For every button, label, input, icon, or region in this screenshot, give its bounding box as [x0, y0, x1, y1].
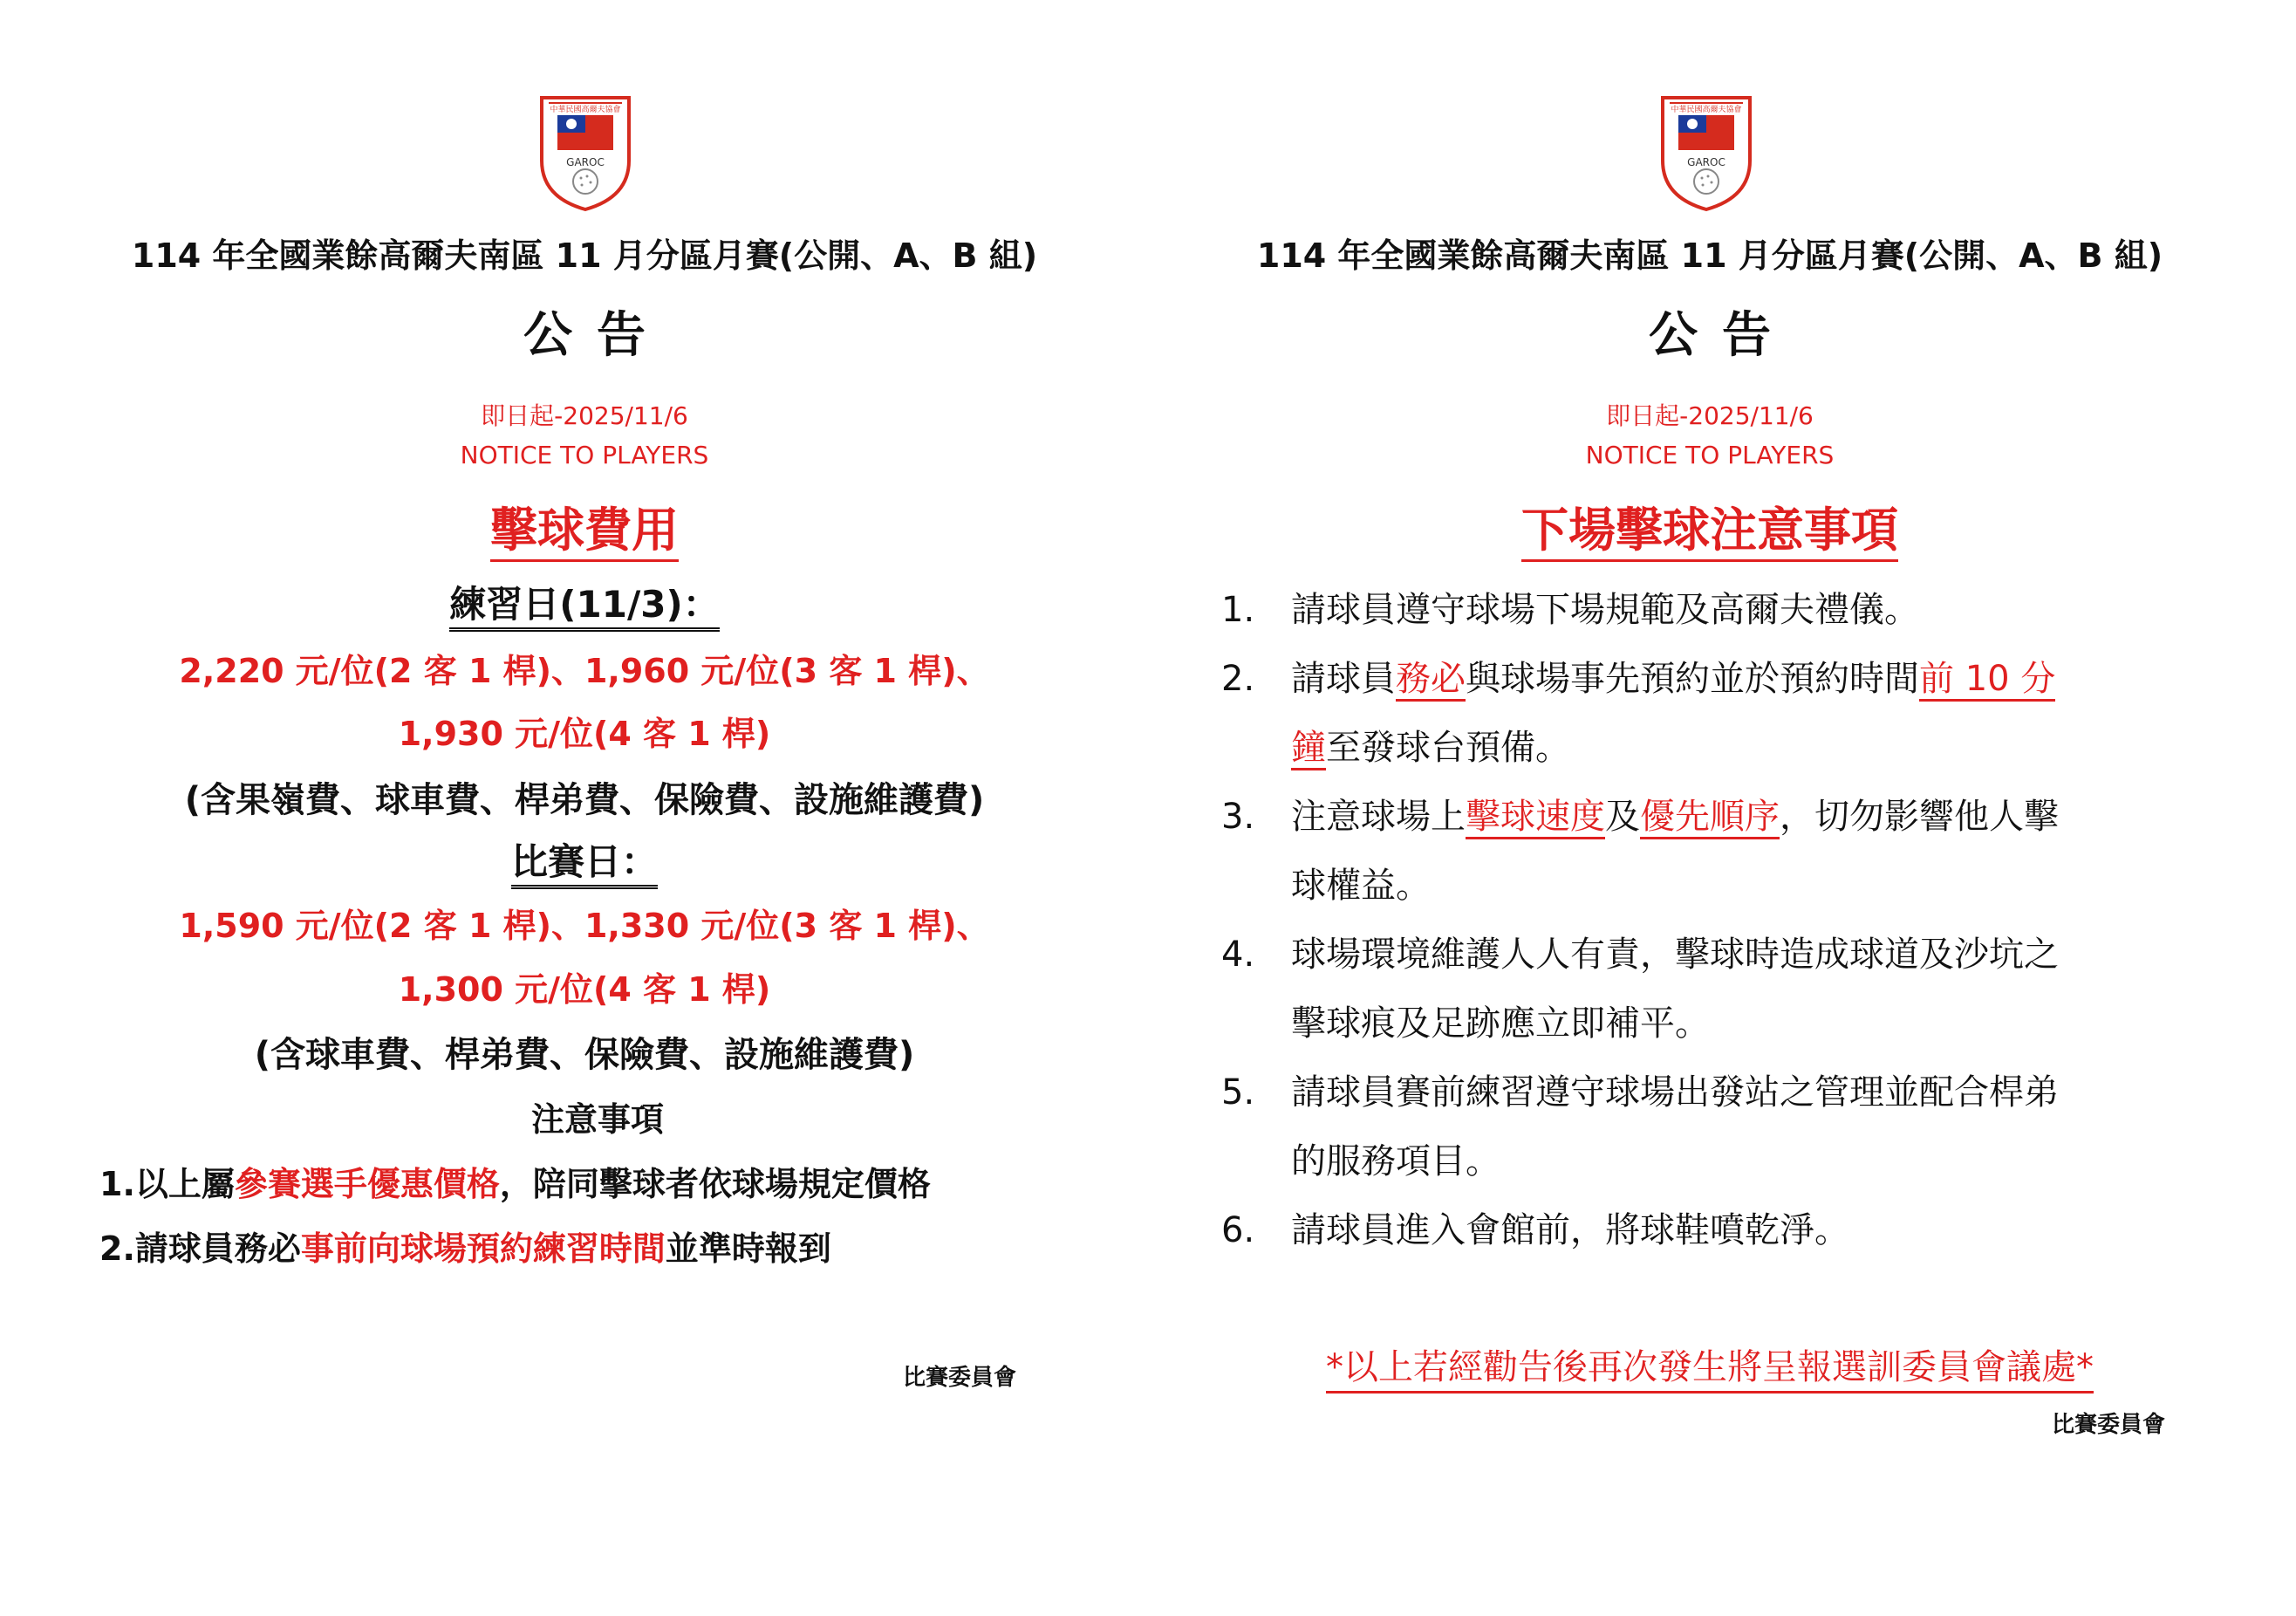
announcement-heading: 公告 [523, 307, 670, 364]
notice-to-players: NOTICE TO PLAYERS [1585, 441, 1835, 469]
list-item: 4. 球場環境維護人人有責，擊球時造成球道及沙坑之 擊球痕及足跡應立即補平。 [1221, 935, 2059, 1044]
list-item: 3. 注意球場上擊球速度及優先順序，切勿影響他人擊 球權益。 [1221, 797, 2059, 906]
announcement-heading: 公告 [1649, 307, 1795, 364]
list-item: 6. 請球員進入會館前，將球鞋噴乾淨。 [1221, 1210, 1849, 1250]
svg-text:GAROC: GAROC [1687, 156, 1725, 168]
garoc-emblem-icon [533, 91, 638, 213]
match-day-heading: 比賽日： [52, 833, 1117, 886]
header-title: 114 年全國業餘高爾夫南區 11 月分區月賽(公開、A、B 組) [1256, 236, 2163, 275]
warning-notice: *以上若經勸告後再次發生將呈報選訓委員會議處* [1169, 1339, 2251, 1389]
match-price-line-1: 1,590 元/位(2 客 1 桿)、1,330 元/位(3 客 1 桿)、 [179, 907, 990, 945]
rules-list [1221, 576, 2224, 1265]
notice-to-players: NOTICE TO PLAYERS [460, 441, 709, 469]
list-item: 2. 請球員務必與球場事先預約並於預約時間前 10 分 鐘至發球台預備。 [1221, 645, 2224, 783]
notes-heading: 注意事項 [530, 1100, 664, 1139]
match-includes: (含球車費、桿弟費、保險費、設施維護費) [254, 1035, 915, 1075]
committee-signature: 比賽委員會 [2052, 1412, 2166, 1438]
list-item: 5. 請球員賽前練習遵守球場出發站之管理並配合桿弟 的服務項目。 [1221, 1072, 2059, 1181]
fee-notice-panel [52, 0, 1117, 1616]
practice-day-heading: 練習日(11/3)： [52, 576, 1117, 628]
fee-section-title: 擊球費用 [52, 493, 1117, 560]
effective-date: 即日起-2025/11/6 [481, 401, 688, 430]
committee-signature: 比賽委員會 [903, 1365, 1017, 1391]
list-item: 1. 請球員遵守球場下場規範及高爾夫禮儀。 [1221, 590, 1919, 630]
header-title: 114 年全國業餘高爾夫南區 11 月分區月賽(公開、A、B 組) [131, 236, 1038, 275]
note-item-2: 2.請球員務必事前向球場預約練習時間並準時報到 [99, 1229, 831, 1268]
svg-text:GAROC: GAROC [566, 156, 605, 168]
svg-text:中華民國高爾夫協會: 中華民國高爾夫協會 [550, 106, 621, 114]
effective-date: 即日起-2025/11/6 [1606, 401, 1814, 430]
note-item-1: 1.以上屬參賽選手優惠價格，陪同擊球者依球場規定價格 [99, 1165, 931, 1203]
svg-text:中華民國高爾夫協會: 中華民國高爾夫協會 [1671, 106, 1742, 114]
practice-price-line-2: 1,930 元/位(4 客 1 桿) [398, 715, 771, 753]
course-rules-panel [1169, 0, 2251, 1616]
rules-section-title: 下場擊球注意事項 [1169, 493, 2251, 560]
practice-includes: (含果嶺費、球車費、桿弟費、保險費、設施維護費) [184, 780, 985, 820]
practice-price-line-1: 2,220 元/位(2 客 1 桿)、1,960 元/位(3 客 1 桿)、 [179, 652, 990, 690]
garoc-emblem-icon [1654, 91, 1759, 213]
match-price-line-2: 1,300 元/位(4 客 1 桿) [398, 970, 771, 1009]
